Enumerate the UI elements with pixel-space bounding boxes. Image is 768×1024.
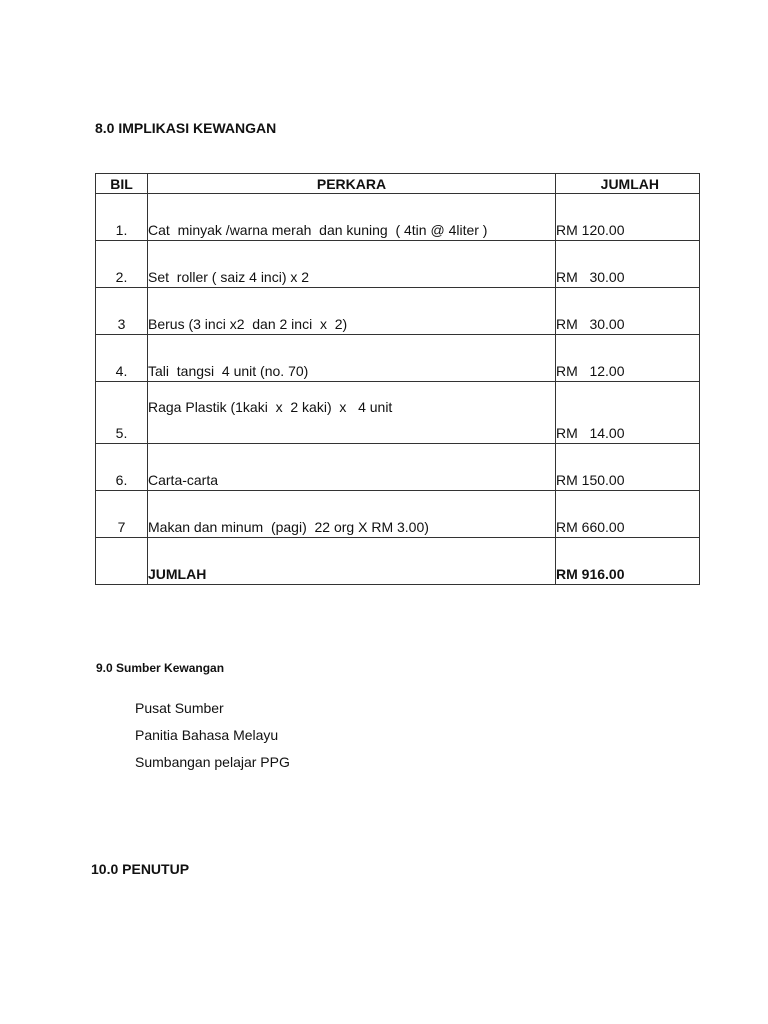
- section-8-title: 8.0 IMPLIKASI KEWANGAN: [95, 120, 277, 136]
- section-10-title: 10.0 PENUTUP: [91, 861, 190, 877]
- row-amount: RM 660.00: [556, 491, 700, 538]
- row-number: 6.: [96, 444, 148, 491]
- row-item: Makan dan minum (pagi) 22 org X RM 3.00): [148, 491, 556, 538]
- row-amount: RM 30.00: [556, 241, 700, 288]
- total-label: JUMLAH: [148, 538, 556, 585]
- row-item: Cat minyak /warna merah dan kuning ( 4tin @ 4liter ): [148, 194, 556, 241]
- header-perkara: PERKARA: [148, 174, 556, 194]
- row-item: Set roller ( saiz 4 inci) x 2: [148, 241, 556, 288]
- row-number: 4.: [96, 335, 148, 382]
- table-total-row: [96, 538, 700, 585]
- row-item: Tali tangsi 4 unit (no. 70): [148, 335, 556, 382]
- row-item: Carta-carta: [148, 444, 556, 491]
- table-row: [96, 444, 700, 491]
- table-row: [96, 335, 700, 382]
- total-number-cell: [96, 538, 148, 585]
- section-9-title: 9.0 Sumber Kewangan: [96, 661, 225, 675]
- header-bil: BIL: [96, 174, 148, 194]
- row-amount: RM 120.00: [556, 194, 700, 241]
- row-item: Raga Plastik (1kaki x 2 kaki) x 4 unit: [148, 382, 556, 444]
- table-row: [96, 288, 700, 335]
- row-item: Berus (3 inci x2 dan 2 inci x 2): [148, 288, 556, 335]
- list-item: Pusat Sumber: [135, 700, 224, 716]
- row-number: 7: [96, 491, 148, 538]
- header-jumlah: JUMLAH: [556, 174, 700, 194]
- table-row: [96, 241, 700, 288]
- table-row: [96, 491, 700, 538]
- row-amount: RM 30.00: [556, 288, 700, 335]
- table-row: [96, 194, 700, 241]
- funding-sources-list: [135, 698, 290, 779]
- row-number: 5.: [96, 382, 148, 444]
- row-number: 1.: [96, 194, 148, 241]
- total-amount: RM 916.00: [556, 538, 700, 585]
- list-item: Sumbangan pelajar PPG: [135, 754, 290, 770]
- row-amount: RM 12.00: [556, 335, 700, 382]
- row-number: 2.: [96, 241, 148, 288]
- table-header-row: [96, 174, 700, 194]
- table-row: [96, 382, 700, 444]
- row-amount: RM 150.00: [556, 444, 700, 491]
- cost-table: [95, 173, 700, 585]
- row-number: 3: [96, 288, 148, 335]
- row-amount: RM 14.00: [556, 382, 700, 444]
- list-item: Panitia Bahasa Melayu: [135, 727, 279, 743]
